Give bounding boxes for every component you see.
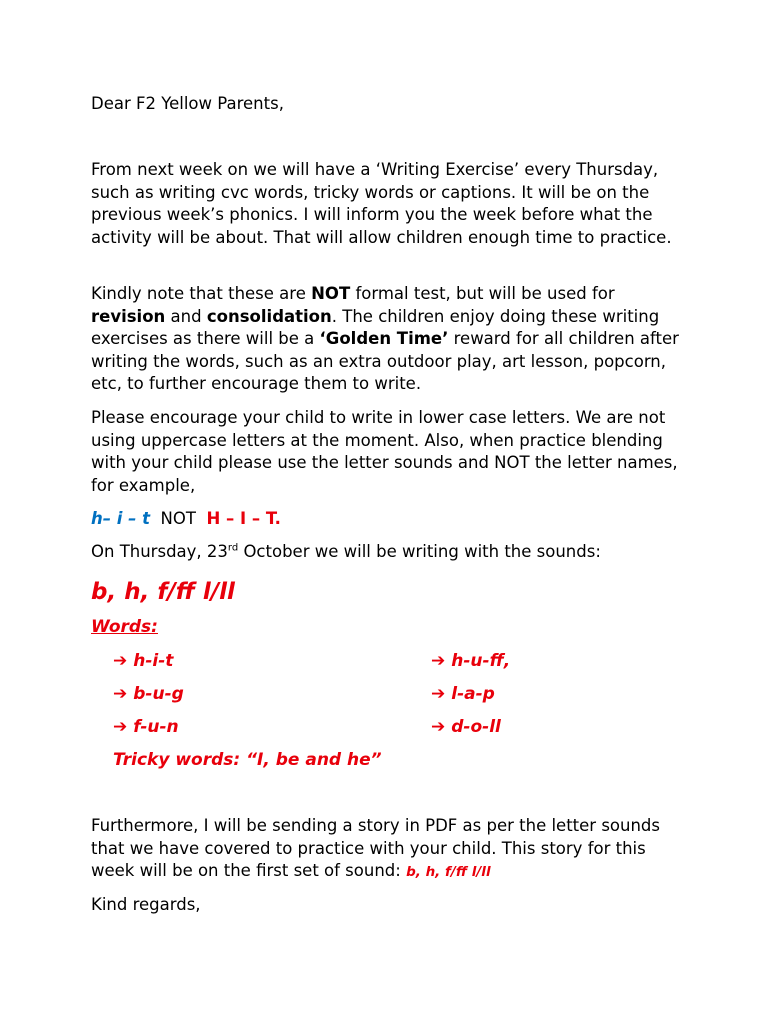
not-emphasis: NOT (311, 284, 351, 303)
word-text: h-u-ff, (451, 651, 511, 671)
word-item (431, 650, 510, 672)
thursday-line (91, 541, 691, 564)
arrow-icon: ➔ (431, 651, 446, 671)
closing: Kind regards, (91, 895, 201, 914)
tricky-words: Tricky words: “I, be and he” (113, 750, 382, 770)
story-sounds: b, h, f/ff l/ll (406, 864, 491, 880)
arrow-icon: ➔ (431, 717, 446, 737)
greeting: Dear F2 Yellow Parents, (91, 94, 284, 113)
golden-time-emphasis: ‘Golden Time’ (319, 329, 449, 348)
words-heading: Words: (91, 617, 158, 637)
arrow-icon: ➔ (431, 684, 446, 704)
revision-emphasis: revision (91, 306, 166, 326)
arrow-icon: ➔ (113, 717, 128, 737)
word-text: l-a-p (451, 684, 495, 704)
thursday-text-2: October we will be writing with the sounds: (238, 542, 601, 561)
word-text: h-i-t (133, 651, 174, 671)
word-item (113, 683, 184, 705)
para2-text-3: and (165, 306, 207, 326)
paragraph-writing-exercise: From next week on we will have a ‘Writing Exercise’ every Thursday, such as writing cvc words, tricky words or captions. It will be on the previous week’s phonics. I will inform you the week before what the activity will be about. That will allow children enough time to practice. (91, 160, 672, 247)
consolidation-emphasis: consolidation (206, 306, 332, 326)
word-item (431, 683, 495, 705)
example-uppercase: H – I – T. (206, 509, 281, 528)
paragraph-lowercase: Please encourage your child to write in lower case letters. We are not using uppercase letters at the moment. Also, when practice blending with your child please use the letter sounds and NOT the letter names, for example, (91, 408, 678, 495)
paragraph-golden-time (91, 283, 691, 396)
word-item (113, 650, 173, 672)
word-text: d-o-ll (451, 717, 501, 737)
word-text: f-u-n (133, 717, 179, 737)
story-text: Furthermore, I will be sending a story in PDF as per the letter sounds that we have covered to practice with your child. This story for this week will be on the first set of sound: (91, 816, 660, 880)
para2-text-2: formal test, but will be used for (350, 284, 615, 303)
word-item (113, 716, 179, 738)
word-text: b-u-g (133, 684, 184, 704)
para2-text-4: . The children enjoy doing these writing exercises as there will be a (91, 306, 660, 348)
word-item (431, 716, 501, 738)
date-suffix: rd (227, 542, 239, 554)
sounds-heading: b, h, f/ff l/ll (91, 579, 235, 605)
example-lowercase: h– i – t (91, 509, 151, 528)
thursday-text-1: On Thursday, 23 (91, 542, 228, 561)
para2-text-5: reward for all children after writing the words, such as an extra outdoor play, art lesson, popcorn, etc, to further encourage them to write. (91, 329, 679, 393)
paragraph-story (91, 815, 691, 884)
example-not: NOT (160, 509, 196, 528)
para2-text-1: Kindly note that these are (91, 284, 312, 303)
example-line (91, 508, 691, 531)
arrow-icon: ➔ (113, 651, 128, 671)
arrow-icon: ➔ (113, 684, 128, 704)
